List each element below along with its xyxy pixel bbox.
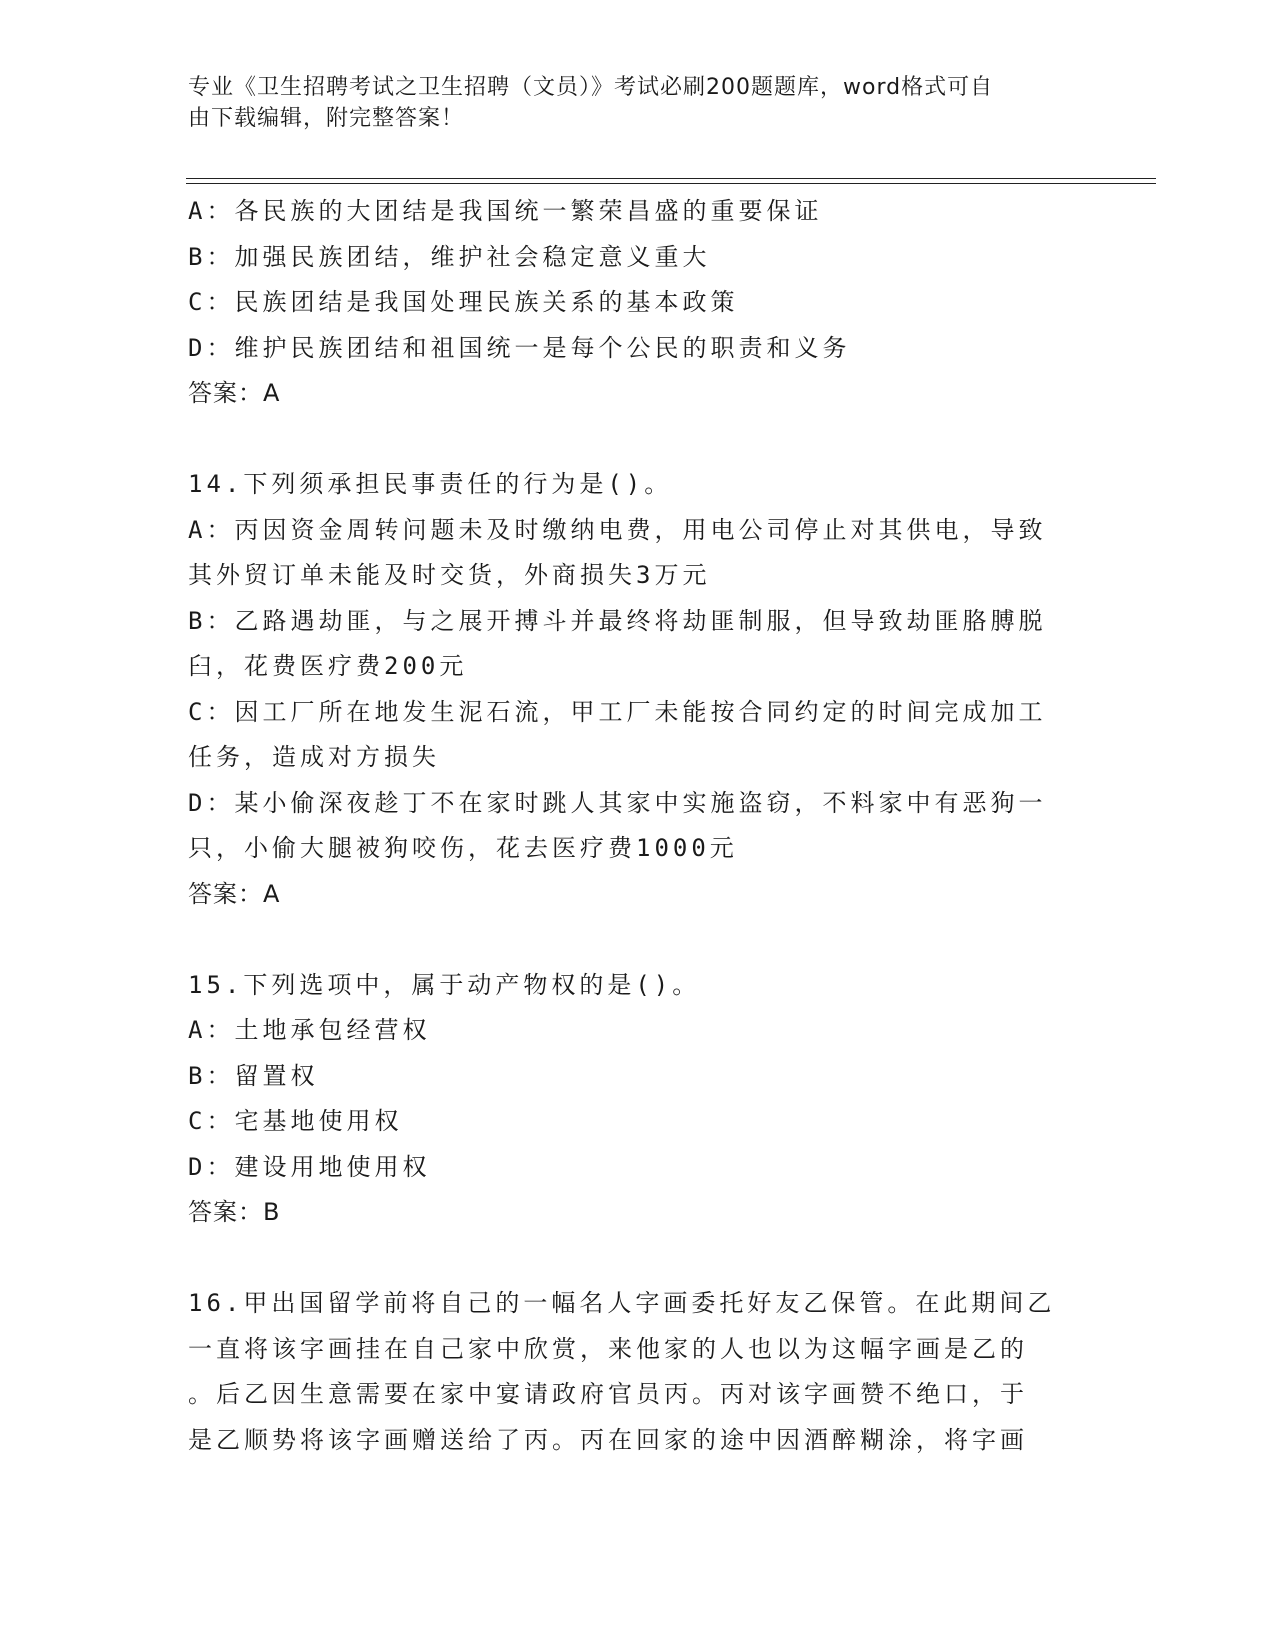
header-rule-top bbox=[186, 178, 1156, 179]
question-text-line: 16.甲出国留学前将自己的一幅名人字画委托好友乙保管。在此期间乙 bbox=[188, 1289, 1056, 1317]
question-16-block bbox=[188, 1281, 1068, 1463]
question-text-line: 一直将该字画挂在自己家中欣赏，来他家的人也以为这幅字画是乙的 bbox=[188, 1334, 1028, 1363]
answer-line: 答案：A bbox=[188, 379, 281, 407]
option-d: D：维护民族团结和祖国统一是每个公民的职责和义务 bbox=[188, 333, 851, 362]
option-c: C：宅基地使用权 bbox=[188, 1107, 403, 1135]
header-rule-bottom bbox=[186, 183, 1156, 184]
option-b-continued: 臼，花费医疗费200元 bbox=[188, 652, 468, 680]
option-a: A：土地承包经营权 bbox=[188, 1016, 431, 1044]
option-b: B：乙路遇劫匪，与之展开搏斗并最终将劫匪制服，但导致劫匪胳膊脱 bbox=[188, 606, 1047, 635]
option-a-continued: 其外贸订单未能及时交货，外商损失3万元 bbox=[188, 561, 711, 589]
paragraph-gap bbox=[188, 1236, 1068, 1282]
question-stem: 15.下列选项中，属于动产物权的是()。 bbox=[188, 970, 701, 999]
option-b: B：留置权 bbox=[188, 1061, 319, 1090]
document-header bbox=[188, 72, 1068, 134]
paragraph-gap bbox=[188, 417, 1068, 463]
header-line-1: 专业《卫生招聘考试之卫生招聘（文员）》考试必刷200题题库，word格式可自 bbox=[188, 75, 994, 100]
question-14-block bbox=[188, 462, 1068, 917]
option-a: A：丙因资金周转问题未及时缴纳电费，用电公司停止对其供电，导致 bbox=[188, 515, 1047, 544]
question-stem: 14.下列须承担民事责任的行为是()。 bbox=[188, 470, 673, 498]
option-a: A：各民族的大团结是我国统一繁荣昌盛的重要保证 bbox=[188, 197, 823, 225]
option-c: C：因工厂所在地发生泥石流，甲工厂未能按合同约定的时间完成加工 bbox=[188, 697, 1047, 726]
paragraph-gap bbox=[188, 917, 1068, 963]
question-text-line: 是乙顺势将该字画赠送给了丙。丙在回家的途中因酒醉糊涂，将字画 bbox=[188, 1425, 1028, 1454]
answer-line: 答案：A bbox=[188, 879, 281, 908]
document-body bbox=[188, 189, 1068, 1463]
option-c: C：民族团结是我国处理民族关系的基本政策 bbox=[188, 288, 739, 316]
question-text-line: 。后乙因生意需要在家中宴请政府官员丙。丙对该字画赞不绝口，于 bbox=[188, 1380, 1028, 1408]
question-15-block bbox=[188, 963, 1068, 1236]
option-d: D：某小偷深夜趁丁不在家时跳人其家中实施盗窃，不料家中有恶狗一 bbox=[188, 788, 1047, 817]
question-13-block bbox=[188, 189, 1068, 417]
option-d-continued: 只，小偷大腿被狗咬伤，花去医疗费1000元 bbox=[188, 834, 738, 862]
option-b: B：加强民族团结，维护社会稳定意义重大 bbox=[188, 242, 711, 271]
option-c-continued: 任务，造成对方损失 bbox=[188, 743, 440, 771]
answer-line: 答案：B bbox=[188, 1198, 281, 1226]
option-d: D：建设用地使用权 bbox=[188, 1152, 431, 1181]
header-line-2: 由下载编辑，附完整答案！ bbox=[188, 106, 465, 131]
